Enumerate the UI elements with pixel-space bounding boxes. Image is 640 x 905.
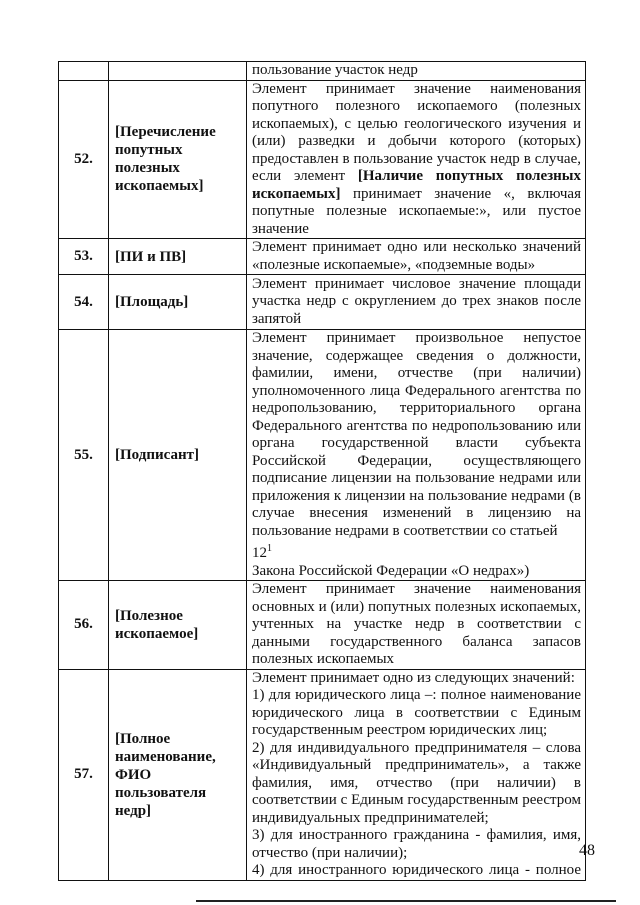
- description-line: Элемент принимает одно или несколько значений: [252, 239, 581, 255]
- description-line: органа государственной власти субъекта: [252, 435, 581, 451]
- description-line: соответствии с Единым государственным реестром: [252, 792, 581, 808]
- element-name-line: ископаемых]: [115, 178, 204, 195]
- description-line: случае внесения изменений в лицензию на: [252, 505, 581, 521]
- element-description: [247, 80, 586, 239]
- description-line: (или) разведки и добычи которого (которых): [252, 133, 581, 149]
- description-line: основных и (или) попутных полезных ископаемых,: [252, 598, 581, 615]
- description-line: Элемент принимает одно из следующих значений:: [252, 669, 575, 686]
- description-text: если элемент: [252, 168, 346, 184]
- description-line: значение: [252, 220, 309, 237]
- description-line: запятой: [252, 310, 302, 327]
- description-line: Элемент принимает произвольное непустое: [252, 330, 581, 346]
- element-name-line: пользователя: [115, 784, 207, 801]
- description-line: пользование участок недр: [252, 62, 418, 78]
- description-text: пользование недрами в соответствии со статьей 12: [252, 522, 558, 561]
- element-name: [109, 669, 247, 880]
- table-row: [59, 330, 586, 581]
- element-name-line: [Полное: [115, 730, 171, 747]
- element-reference: ископаемых]: [252, 185, 341, 202]
- description-line: учтенных на участке недр в соответствии с: [252, 616, 581, 632]
- row-number: 53.: [59, 239, 109, 275]
- row-number: 52.: [59, 80, 109, 239]
- description-line: отчество (при наличии);: [252, 844, 408, 861]
- description-line: Российской Федерации, осуществляющего: [252, 452, 581, 469]
- description-line: полезных ископаемых: [252, 651, 395, 667]
- description-line: фамилия, имя, отчество (при наличии) в: [252, 774, 581, 791]
- row-number: 56.: [59, 581, 109, 670]
- element-name: [Площадь]: [109, 275, 247, 330]
- element-name-cell: [109, 62, 247, 81]
- description-line: [252, 168, 581, 186]
- description-line: предоставлен в пользование участок недр в случае,: [252, 150, 581, 167]
- superscript: 1: [267, 543, 272, 554]
- element-name-line: ФИО: [115, 766, 152, 783]
- description-line: участка недр с округлением до трех знаков после: [252, 293, 581, 310]
- element-reference: [Наличие попутных полезных: [357, 168, 582, 184]
- description-line: [252, 523, 581, 563]
- element-name: [Подписант]: [109, 330, 247, 581]
- description-line: уполномоченного лица Федерального агентства по: [252, 382, 581, 399]
- description-line: Закона Российской Федерации «О недрах»): [252, 562, 530, 579]
- element-description: [247, 275, 586, 330]
- row-number: 54.: [59, 275, 109, 330]
- element-name-line: ископаемое]: [115, 625, 199, 642]
- description-line: подписание лицензии на пользование недрами или: [252, 470, 581, 486]
- scan-edge-line: [196, 900, 616, 902]
- element-name-line: [Полезное: [115, 607, 183, 624]
- element-name-line: недр]: [115, 802, 152, 819]
- element-name-line: попутных: [115, 142, 183, 159]
- table-row: [59, 62, 586, 81]
- element-name: [109, 581, 247, 670]
- description-line: «полезные ископаемые», «подземные воды»: [252, 256, 536, 273]
- description-line: фамилии, имени, отчестве (при наличии): [252, 365, 581, 381]
- table-row: [59, 275, 586, 330]
- description-line: Элемент принимает значение наименования: [252, 80, 581, 97]
- element-description-cell: [247, 62, 586, 81]
- description-line: 3) для иностранного гражданина - фамилия, имя,: [252, 827, 581, 843]
- description-line: попутного полезного ископаемого (полезных: [252, 98, 581, 114]
- description-line: Элемент принимает числовое значение площади: [252, 275, 581, 292]
- description-line: индивидуальных предпринимателей;: [252, 809, 489, 826]
- description-line: недропользованию, территориального органа: [252, 400, 581, 416]
- table-row: [59, 80, 586, 239]
- table-row: [59, 581, 586, 670]
- element-name-line: наименование,: [115, 748, 216, 765]
- element-description: [247, 581, 586, 670]
- row-number: 57.: [59, 669, 109, 880]
- page-number: 48: [579, 842, 595, 859]
- element-name-line: полезных: [115, 160, 180, 177]
- element-description: [247, 669, 586, 880]
- description-line: Федерального агентства по недропользованию или: [252, 417, 581, 434]
- description-line: приложения к лицензии на пользование недрами (в: [252, 487, 581, 504]
- description-line: [252, 186, 581, 204]
- element-description: [247, 239, 586, 275]
- description-line: 2) для индивидуального предпринимателя – слова: [252, 739, 581, 756]
- description-line: 4) для иностранного юридического лица - полное: [252, 862, 581, 878]
- element-description: [247, 330, 586, 581]
- table-row: [59, 239, 586, 275]
- row-number: 55.: [59, 330, 109, 581]
- description-line: Элемент принимает значение наименования: [252, 581, 581, 597]
- description-text: принимает значение «, включая: [352, 185, 581, 202]
- table-row: [59, 669, 586, 880]
- element-name-line: [Перечисление: [115, 124, 216, 141]
- description-line: ископаемых), с целью геологического изучения и: [252, 115, 581, 132]
- description-line: попутные полезные ископаемые:», или пустое: [252, 203, 581, 219]
- element-name: [109, 80, 247, 239]
- description-line: «Индивидуальный предприниматель», а также: [252, 757, 581, 773]
- description-line: значение, содержащее сведения о должности,: [252, 347, 581, 364]
- description-line: 1) для юридического лица –: полное наименование: [252, 687, 581, 703]
- description-line: данными государственного баланса запасов: [252, 633, 581, 650]
- elements-table: [58, 61, 586, 881]
- description-line: государственным реестром юридических лиц;: [252, 722, 548, 738]
- row-number-cell: [59, 62, 109, 81]
- description-line: юридического лица в соответствии с Единым: [252, 704, 581, 721]
- element-name: [ПИ и ПВ]: [109, 239, 247, 275]
